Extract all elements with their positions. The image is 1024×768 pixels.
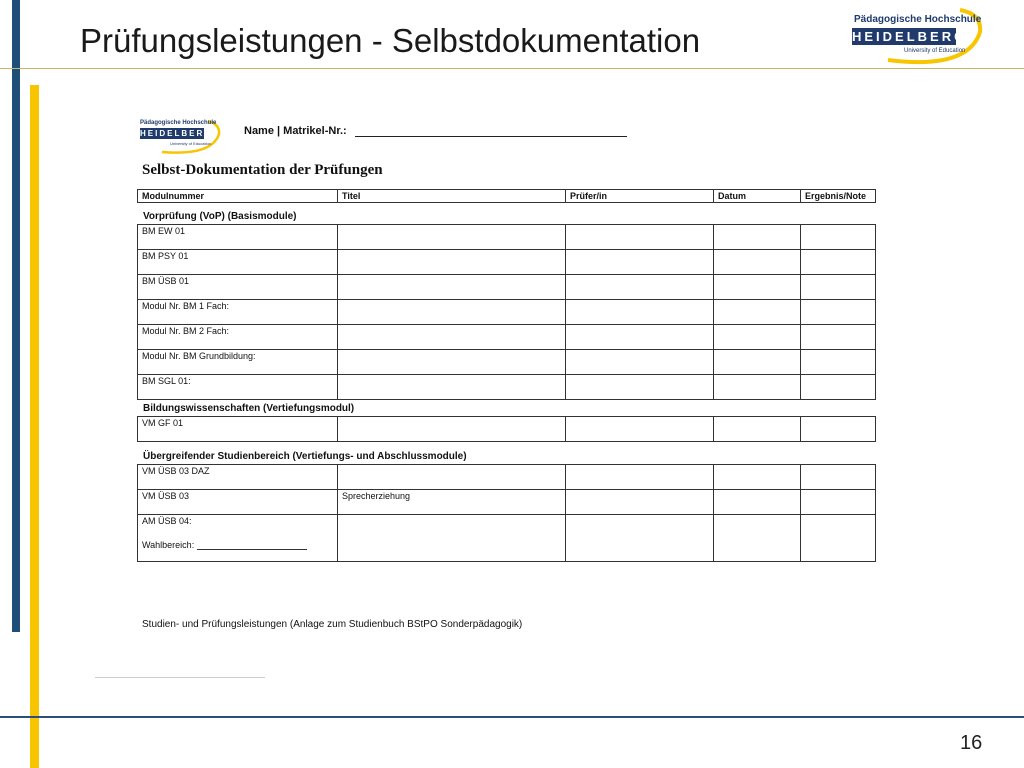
document-title: Selbst-Dokumentation der Prüfungen bbox=[142, 162, 383, 178]
table-row bbox=[138, 225, 876, 250]
logo-line2: HEIDELBERG bbox=[852, 29, 968, 44]
cell-titel bbox=[338, 350, 566, 375]
cell-datum bbox=[714, 417, 801, 442]
cell-module: VM ÜSB 03 DAZ bbox=[138, 465, 338, 490]
cell-datum bbox=[714, 465, 801, 490]
cell-ergebnis bbox=[801, 375, 876, 400]
cell-pruefer bbox=[566, 225, 714, 250]
cell-pruefer bbox=[566, 515, 714, 562]
header-titel: Titel bbox=[338, 190, 566, 203]
wahlbereich-line bbox=[197, 541, 307, 550]
cell-pruefer bbox=[566, 250, 714, 275]
name-matrikel-label: Name | Matrikel-Nr.: bbox=[244, 125, 347, 137]
cell-ergebnis bbox=[801, 350, 876, 375]
cell-ergebnis bbox=[801, 250, 876, 275]
scan-edge-line bbox=[95, 677, 265, 678]
page-number: 16 bbox=[960, 732, 983, 754]
cell-module: BM SGL 01: bbox=[138, 375, 338, 400]
cell-module: Modul Nr. BM Grundbildung: bbox=[138, 350, 338, 375]
cell-ergebnis bbox=[801, 490, 876, 515]
cell-module: BM PSY 01 bbox=[138, 250, 338, 275]
table-row bbox=[138, 250, 876, 275]
table-row bbox=[138, 350, 876, 375]
header-table bbox=[137, 189, 876, 203]
cell-ergebnis bbox=[801, 225, 876, 250]
cell-titel bbox=[338, 465, 566, 490]
cell-pruefer bbox=[566, 465, 714, 490]
scanned-document bbox=[90, 92, 930, 682]
table-row bbox=[138, 465, 876, 490]
cell-datum bbox=[714, 250, 801, 275]
cell-titel bbox=[338, 375, 566, 400]
cell-module: Modul Nr. BM 1 Fach: bbox=[138, 300, 338, 325]
cell-ergebnis bbox=[801, 417, 876, 442]
cell-titel bbox=[338, 515, 566, 562]
left-yellow-bar bbox=[30, 85, 39, 768]
header-pruefer: Prüfer/in bbox=[566, 190, 714, 203]
header-divider bbox=[0, 68, 1024, 69]
wahlbereich-label: Wahlbereich: bbox=[142, 540, 195, 550]
document-logo-line3: University of Education bbox=[170, 141, 211, 146]
cell-datum bbox=[714, 375, 801, 400]
cell-datum bbox=[714, 515, 801, 562]
cell-datum bbox=[714, 300, 801, 325]
cell-titel bbox=[338, 250, 566, 275]
table-row bbox=[138, 515, 876, 562]
logo-line1: Pädagogische Hochschule bbox=[854, 14, 982, 25]
cell-titel bbox=[338, 225, 566, 250]
document-logo bbox=[140, 120, 225, 154]
cell-datum bbox=[714, 350, 801, 375]
university-logo bbox=[848, 8, 988, 63]
table-row bbox=[138, 490, 876, 515]
cell-datum bbox=[714, 325, 801, 350]
cell-titel bbox=[338, 275, 566, 300]
table-row bbox=[138, 417, 876, 442]
table-row bbox=[138, 325, 876, 350]
left-blue-bar bbox=[12, 0, 20, 632]
cell-module: VM ÜSB 03 bbox=[138, 490, 338, 515]
cell-module-am-uesb bbox=[138, 515, 338, 562]
wahlbereich-row bbox=[142, 540, 333, 550]
cell-pruefer bbox=[566, 417, 714, 442]
cell-datum bbox=[714, 275, 801, 300]
cell-titel bbox=[338, 300, 566, 325]
table-row bbox=[138, 275, 876, 300]
table-vorpruefung bbox=[137, 224, 876, 400]
document-footer-note: Studien- und Prüfungsleistungen (Anlage zum Studienbuch BStPO Sonderpädagogik) bbox=[142, 619, 523, 630]
section-title-vorpruefung: Vorprüfung (VoP) (Basismodule) bbox=[143, 211, 297, 222]
cell-ergebnis bbox=[801, 300, 876, 325]
cell-titel bbox=[338, 417, 566, 442]
header-modulnummer: Modulnummer bbox=[138, 190, 338, 203]
name-matrikel-line bbox=[355, 136, 627, 137]
cell-datum bbox=[714, 490, 801, 515]
cell-titel: Sprecherziehung bbox=[338, 490, 566, 515]
cell-datum bbox=[714, 225, 801, 250]
section-title-uebergreifender-studienbereich: Übergreifender Studienbereich (Vertiefungs- und Abschlussmodule) bbox=[143, 451, 467, 462]
cell-pruefer bbox=[566, 490, 714, 515]
cell-pruefer bbox=[566, 275, 714, 300]
cell-ergebnis bbox=[801, 275, 876, 300]
cell-pruefer bbox=[566, 300, 714, 325]
cell-ergebnis bbox=[801, 325, 876, 350]
cell-module: BM ÜSB 01 bbox=[138, 275, 338, 300]
header-row bbox=[138, 190, 876, 203]
cell-module: VM GF 01 bbox=[138, 417, 338, 442]
am-uesb-label: AM ÜSB 04: bbox=[142, 516, 192, 526]
cell-pruefer bbox=[566, 350, 714, 375]
footer-divider bbox=[0, 716, 1024, 718]
cell-titel bbox=[338, 325, 566, 350]
cell-module: BM EW 01 bbox=[138, 225, 338, 250]
table-bildungswissenschaften bbox=[137, 416, 876, 442]
cell-pruefer bbox=[566, 325, 714, 350]
table-row bbox=[138, 300, 876, 325]
cell-ergebnis bbox=[801, 465, 876, 490]
document-logo-line2: HEIDELBERG bbox=[140, 129, 213, 138]
header-datum: Datum bbox=[714, 190, 801, 203]
cell-module: Modul Nr. BM 2 Fach: bbox=[138, 325, 338, 350]
header-ergebnis: Ergebnis/Note bbox=[801, 190, 876, 203]
cell-pruefer bbox=[566, 375, 714, 400]
cell-ergebnis bbox=[801, 515, 876, 562]
table-row bbox=[138, 375, 876, 400]
logo-line3: University of Education bbox=[904, 48, 966, 54]
document-logo-line1: Pädagogische Hochschule bbox=[140, 120, 217, 126]
table-uebergreifender-studienbereich bbox=[137, 464, 876, 562]
section-title-bildungswissenschaften: Bildungswissenschaften (Vertiefungsmodul) bbox=[143, 403, 355, 414]
slide-title: Prüfungsleistungen - Selbstdokumentation bbox=[80, 22, 701, 59]
